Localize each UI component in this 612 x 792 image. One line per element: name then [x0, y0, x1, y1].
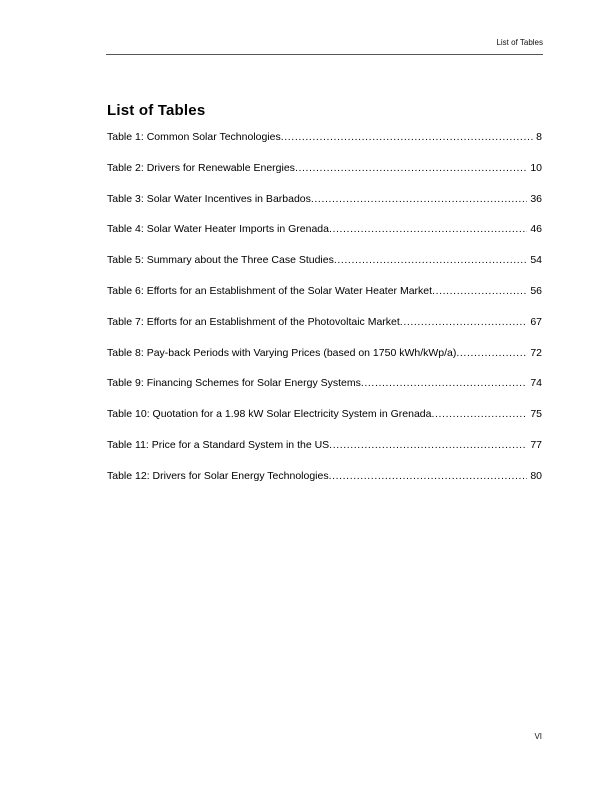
toc-entry[interactable]	[107, 377, 542, 408]
toc-entry-label: Table 6: Efforts for an Establishment of the Solar Water Heater Market	[107, 284, 433, 297]
toc-leader-dots	[329, 470, 528, 483]
toc-entry[interactable]	[107, 470, 542, 501]
toc-entry-label: Table 1: Common Solar Technologies	[107, 131, 281, 143]
toc-entry-label: Table 12: Drivers for Solar Energy Technologies	[107, 469, 329, 482]
toc-entry[interactable]	[107, 223, 542, 254]
toc-leader-dots	[311, 193, 527, 206]
toc-leader-dots	[432, 408, 528, 421]
toc-entry-page: 67	[530, 315, 542, 328]
toc-entry-page: 10	[530, 161, 542, 174]
toc-leader-dots	[281, 131, 533, 144]
toc-leader-dots	[361, 377, 527, 390]
toc-entry-page: 36	[530, 192, 542, 205]
toc-leader-dots	[400, 316, 528, 329]
toc-leader-dots	[334, 254, 527, 267]
running-header-title: List of Tables	[496, 38, 543, 47]
toc-leader-dots	[329, 223, 527, 236]
toc-entry-page: 80	[530, 469, 542, 482]
toc-entry[interactable]	[107, 408, 542, 439]
toc-entry-label: Table 2: Drivers for Renewable Energies	[107, 161, 295, 174]
toc-leader-dots	[329, 439, 527, 452]
page-footer	[107, 732, 542, 742]
toc-entry-page: 8	[536, 131, 542, 143]
toc-entry[interactable]	[107, 285, 542, 316]
toc-entry[interactable]	[107, 316, 542, 347]
toc-leader-dots	[295, 162, 527, 175]
toc-leader-dots	[432, 285, 527, 298]
toc-entry-label: Table 4: Solar Water Heater Imports in Grenada	[107, 223, 329, 236]
toc-entry-label: Table 9: Financing Schemes for Solar Energy Systems	[107, 377, 361, 390]
toc-list	[107, 131, 542, 501]
toc-entry-label: Table 11: Price for a Standard System in the US	[107, 438, 330, 451]
toc-entry-label: Table 7: Efforts for an Establishment of the Photovoltaic Market	[107, 315, 400, 328]
toc-leader-dots	[456, 347, 527, 360]
toc-entry[interactable]	[107, 131, 542, 162]
toc-entry[interactable]	[107, 254, 542, 285]
toc-entry-page: 74	[530, 377, 542, 390]
footer-page-number: VI	[534, 732, 542, 741]
toc-entry-page: 46	[530, 223, 542, 236]
toc-entry-page: 54	[530, 254, 542, 267]
toc-entry[interactable]	[107, 347, 542, 378]
page-title: List of Tables	[107, 102, 206, 120]
toc-entry-label: Table 10: Quotation for a 1.98 kW Solar Electricity System in Grenada	[107, 408, 432, 421]
toc-entry-label: Table 8: Pay-back Periods with Varying Prices (based on 1750 kWh/kWp/a)	[107, 346, 457, 359]
toc-entry-label: Table 3: Solar Water Incentives in Barbados	[107, 192, 311, 205]
toc-entry-page: 72	[530, 346, 542, 359]
toc-entry-page: 77	[530, 438, 542, 451]
toc-entry-label: Table 5: Summary about the Three Case Studies	[107, 254, 334, 267]
toc-entry[interactable]	[107, 439, 542, 470]
toc-entry[interactable]	[107, 193, 542, 224]
toc-entry[interactable]	[107, 162, 542, 193]
toc-entry-page: 56	[530, 284, 542, 297]
running-header	[106, 0, 543, 55]
toc-entry-page: 75	[530, 408, 542, 421]
